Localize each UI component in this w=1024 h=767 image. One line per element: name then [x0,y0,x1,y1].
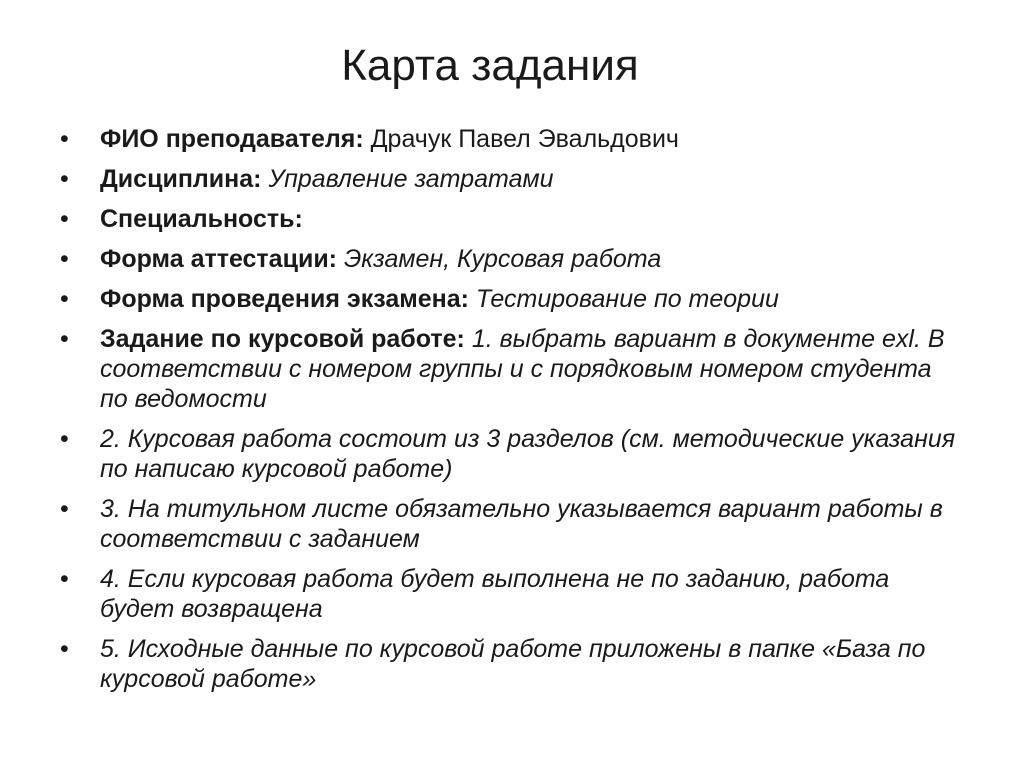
bullet-value: Управление затратами [261,165,554,193]
bullet-value: Экзамен, Курсовая работа [337,245,662,273]
bullet-label: Дисциплина: [100,165,262,193]
bullet-label: Задание по курсовой работе: [100,325,465,353]
bullet-value: 2. Курсовая работа состоит из 3 разделов (см. методические указания по написаю курсовой работе) [100,425,956,483]
bullet-item-teacher [60,124,960,154]
bullet-icon: • [60,285,69,313]
bullet-item-step-2 [60,424,960,484]
bullet-item-discipline [60,164,960,194]
bullet-value: 3. На титульном листе обязательно указывается вариант работы в соответствии с заданием [100,495,943,553]
bullet-item-step-5 [60,634,960,694]
bullet-item-step-3 [60,494,960,554]
bullet-item-step-4 [60,564,960,624]
bullet-label: Специальность: [100,205,303,233]
bullet-label: Форма проведения экзамена: [100,285,469,313]
bullet-value: Драчук Павел Эвальдович [363,125,679,153]
bullet-icon: • [60,125,69,153]
bullet-value: 4. Если курсовая работа будет выполнена не по заданию, работа будет возвращена [100,565,890,623]
bullet-item-specialty [60,204,960,234]
bullet-icon: • [60,635,69,663]
bullet-item-attestation [60,244,960,274]
bullet-icon: • [60,425,69,453]
bullet-icon: • [60,245,69,273]
bullet-icon: • [60,325,69,353]
bullet-list [60,124,960,704]
bullet-icon: • [60,565,69,593]
bullet-icon: • [60,205,69,233]
bullet-value: 5. Исходные данные по курсовой работе приложены в папке «База по курсовой работе» [100,635,926,693]
bullet-item-exam-form [60,284,960,314]
bullet-label: ФИО преподавателя: [100,125,364,153]
bullet-icon: • [60,495,69,523]
bullet-value: 1. выбрать вариант в документе exl. В соответствии с номером группы и с порядковым номером студента по ведомости [100,325,945,413]
bullet-item-coursework-task [60,324,960,414]
bullet-value: Тестирование по теории [468,285,779,313]
bullet-icon: • [60,165,69,193]
bullet-label: Форма аттестации: [100,245,338,273]
slide-title: Карта задания [341,41,639,90]
